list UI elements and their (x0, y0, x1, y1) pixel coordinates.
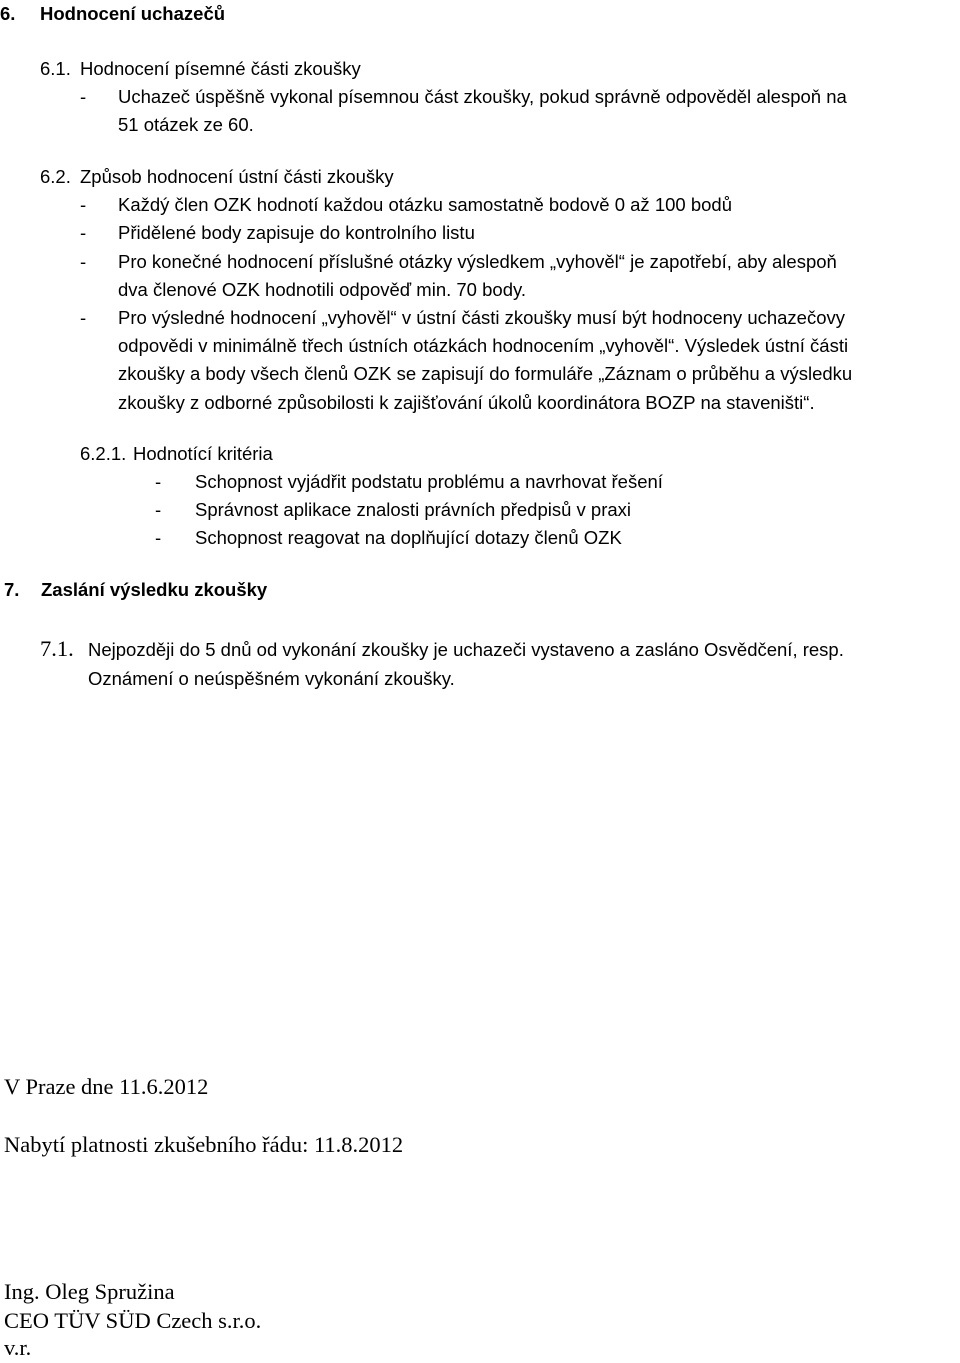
subsection-6-2-title: Způsob hodnocení ústní části zkoušky (80, 166, 394, 187)
subsection-6-2-1-title: Hodnotící kritéria (133, 443, 273, 464)
criteria-item: Schopnost reagovat na doplňující dotazy členů OZK (195, 527, 622, 548)
subsection-7-1-text: Oznámení o neúspěšném vykonání zkoušky. (88, 668, 455, 689)
list-item-text: dva členové OZK hodnotili odpověď min. 70 body. (118, 279, 526, 300)
section-6-title: Hodnocení uchazečů (40, 3, 226, 24)
place-date: V Praze dne 11.6.2012 (4, 1074, 209, 1099)
list-dash: - (80, 222, 87, 243)
section-7-number: 7. (4, 579, 20, 600)
subsection-7-1-number: 7.1. (40, 636, 74, 661)
list-item-text: 51 otázek ze 60. (118, 114, 254, 135)
subsection-6-2-number: 6.2. (40, 166, 71, 187)
list-dash: - (155, 471, 162, 492)
list-item-text: odpovědi v minimálně třech ústních otázkách hodnocením „vyhověl“. Výsledek ústní části (118, 335, 849, 356)
list-dash: - (80, 251, 87, 272)
list-dash: - (80, 86, 87, 107)
list-item-text: zkoušky a body všech členů OZK se zapisují do formuláře „Záznam o průběhu a výsledku (118, 363, 853, 384)
signatory-position: CEO TÜV SÜD Czech s.r.o. (4, 1308, 262, 1333)
list-item-text: Pro výsledné hodnocení „vyhověl“ v ústní části zkoušky musí být hodnoceny uchazečovy (118, 307, 846, 328)
list-item-text: zkoušky z odborné způsobilosti k zajišťování úkolů koordinátora BOZP na staveništi“. (118, 392, 815, 413)
signatory-name: Ing. Oleg Spružina (4, 1279, 175, 1304)
list-dash: - (155, 527, 162, 548)
list-item-text: Přidělené body zapisuje do kontrolního listu (118, 222, 475, 243)
list-item-text: Uchazeč úspěšně vykonal písemnou část zkoušky, pokud správně odpověděl alespoň na (118, 86, 847, 107)
criteria-item: Správnost aplikace znalosti právních předpisů v praxi (195, 499, 632, 520)
criteria-item: Schopnost vyjádřit podstatu problému a navrhovat řešení (195, 471, 663, 492)
section-7-title: Zaslání výsledku zkoušky (41, 579, 268, 600)
subsection-6-1-number: 6.1. (40, 58, 71, 79)
subsection-6-2-1-number: 6.2.1. (80, 443, 127, 464)
validity-date: Nabytí platnosti zkušebního řádu: 11.8.2012 (4, 1132, 404, 1157)
list-dash: - (155, 499, 162, 520)
subsection-6-1-title: Hodnocení písemné části zkoušky (80, 58, 361, 79)
list-dash: - (80, 307, 87, 328)
signature-note: v.r. (4, 1335, 32, 1360)
list-item-text: Každý člen OZK hodnotí každou otázku samostatně bodově 0 až 100 bodů (118, 194, 732, 215)
section-6-number: 6. (0, 3, 16, 24)
list-item-text: Pro konečné hodnocení příslušné otázky výsledkem „vyhověl“ je zapotřebí, aby alespoň (118, 251, 837, 272)
list-dash: - (80, 194, 87, 215)
subsection-7-1-text: Nejpozději do 5 dnů od vykonání zkoušky je uchazeči vystaveno a zasláno Osvědčení, resp. (88, 639, 844, 660)
